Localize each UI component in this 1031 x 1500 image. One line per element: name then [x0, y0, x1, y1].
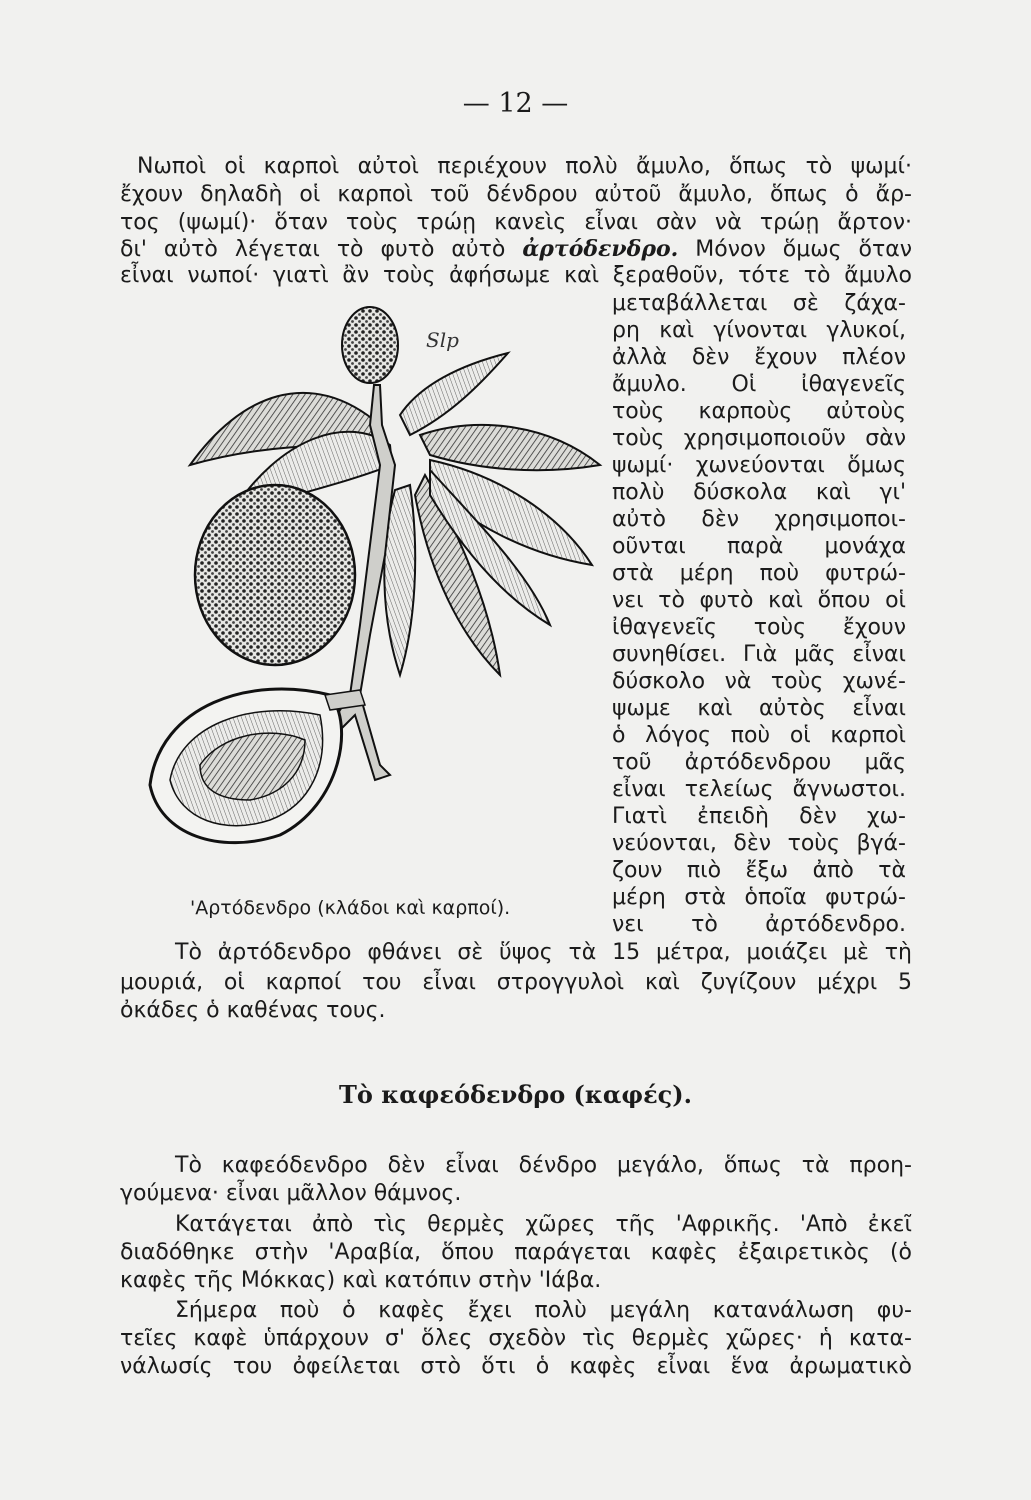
column-line: εἶναι τελείως ἄγνωστοι. [612, 777, 906, 802]
column-line: οῦνται παρὰ μονάχα [612, 534, 906, 559]
paragraph-1-line-4-start: δι' αὐτὸ λέγεται τὸ φυτὸ αὐτὸ [120, 237, 523, 262]
paragraph-1-line-5: εἶναι νωποί· γιατὶ ἂν τοὺς ἀφήσωμε καὶ ξεραθοῦν, τότε τὸ ἄμυλο [120, 263, 912, 288]
column-line: Γιατὶ ἐπειδὴ δὲν χω- [612, 804, 906, 829]
column-line: τοὺς καρποὺς αὐτοὺς [612, 399, 906, 424]
column-line: νει τὸ φυτὸ καὶ ὅπου οἱ [612, 588, 906, 613]
paragraph-4-line-2: διαδόθηκε στὴν 'Αραβία, ὅπου παράγεται καφὲς ἐξαιρετικὸς (ὁ [120, 1240, 912, 1265]
paragraph-1-line-3: τος (ψωμί)· ὅταν τοὺς τρώῃ κανεὶς εἶναι σὰν νὰ τρώῃ ἄρτον· [120, 210, 912, 235]
figure-caption: 'Αρτόδενδρο (κλάδοι καὶ καρποί). [190, 897, 511, 919]
column-line: τοῦ ἀρτόδενδρου μᾶς [612, 750, 906, 775]
column-line: ἀλλὰ δὲν ἔχουν πλέον [612, 345, 906, 370]
section-heading: Τὸ καφεόδενδρο (καφές). [338, 1080, 692, 1109]
paragraph-5-line-1: Σήμερα ποὺ ὁ καφὲς ἔχει πολὺ μεγάλη κατανάλωση φυ- [175, 1298, 912, 1323]
term-artodendro: ἀρτόδενδρο. [522, 236, 679, 262]
column-line: πολὺ δύσκολα καὶ γι' [612, 480, 906, 505]
column-line: νεύονται, δὲν τοὺς βγά- [612, 831, 906, 856]
small-fruit [342, 307, 398, 383]
paragraph-2-line-1: Τὸ ἀρτόδενδρο φθάνει σὲ ὕψος τὰ 15 μέτρα, μοιάζει μὲ τὴ [175, 940, 912, 965]
paragraph-5-line-3: νάλωσίς του ὀφείλεται στὸ ὅτι ὁ καφὲς εἶναι ἕνα ἀρωματικὸ [120, 1354, 912, 1379]
paragraph-5-line-2: τεῖες καφὲ ὑπάρχουν σ' ὅλες σχεδὸν τὶς θερμὲς χῶρες· ἡ κατα- [120, 1326, 912, 1351]
paragraph-2-line-2: μουριά, οἱ καρποί του εἶναι στρογγυλοὶ καὶ ζυγίζουν μέχρι 5 [120, 970, 912, 995]
column-line: νει τὸ ἀρτόδενδρο. [612, 912, 906, 937]
paragraph-2-line-3: ὀκάδες ὁ καθένας τους. [120, 998, 386, 1023]
paragraph-1-line-4 [120, 236, 912, 263]
paragraph-3-line-2: γούμενα· εἶναι μᾶλλον θάμνος. [120, 1181, 462, 1206]
column-line: αὐτὸ δὲν χρησιμοποι- [612, 507, 906, 532]
page-number: — 12 — [462, 88, 569, 119]
column-line: ψωμε καὶ αὐτὸς εἶναι [612, 696, 906, 721]
paragraph-4-line-3: καφὲς τῆς Μόκκας) καὶ κατόπιν στὴν 'Ιάβα. [120, 1268, 602, 1293]
paragraph-3-line-1: Τὸ καφεόδενδρο δὲν εἶναι δένδρο μεγάλο, ὅπως τὰ προη- [175, 1153, 912, 1178]
paragraph-1-line-4-end: Μόνον ὅμως ὅταν [678, 237, 913, 262]
paragraph-1-line-2: ἔχουν δηλαδὴ οἱ καρποὶ τοῦ δένδρου αὐτοῦ ἄμυλο, ὅπως ὁ ἄρ- [120, 182, 912, 207]
column-line: τοὺς χρησιμοποιοῦν σὰν [612, 426, 906, 451]
column-line: ρη καὶ γίνονται γλυκοί, [612, 318, 906, 343]
column-line: ἄμυλο. Οἱ ἰθαγενεῖς [612, 372, 906, 397]
paragraph-1-line-1: Νωποὶ οἱ καρποὶ αὐτοὶ περιέχουν πολὺ ἄμυλο, ὅπως τὸ ψωμί· [137, 154, 912, 179]
leaf [400, 353, 508, 435]
column-line: ἰθαγενεῖς τοὺς ἔχουν [612, 615, 906, 640]
column-line: δύσκολο νὰ τοὺς χωνέ- [612, 669, 906, 694]
column-line: ψωμί· χωνεύονται ὅμως [612, 453, 906, 478]
large-fruit [195, 485, 355, 665]
column-line: ζουν πιὸ ἔξω ἀπὸ τὰ [612, 858, 906, 883]
breadfruit-illustration [130, 295, 610, 885]
column-line: μεταβάλλεται σὲ ζάχα- [612, 291, 906, 316]
paragraph-4-line-1: Κατάγεται ἀπὸ τὶς θερμὲς χῶρες τῆς 'Αφρικῆς. 'Απὸ ἐκεῖ [175, 1212, 912, 1237]
column-line: ὁ λόγος ποὺ οἱ καρποὶ [612, 723, 906, 748]
column-line: συνηθίσει. Γιὰ μᾶς εἶναι [612, 642, 906, 667]
column-line: στὰ μέρη ποὺ φυτρώ- [612, 561, 906, 586]
column-line: μέρη στὰ ὁποῖα φυτρώ- [612, 885, 906, 910]
artist-signature: Slp [426, 328, 459, 352]
